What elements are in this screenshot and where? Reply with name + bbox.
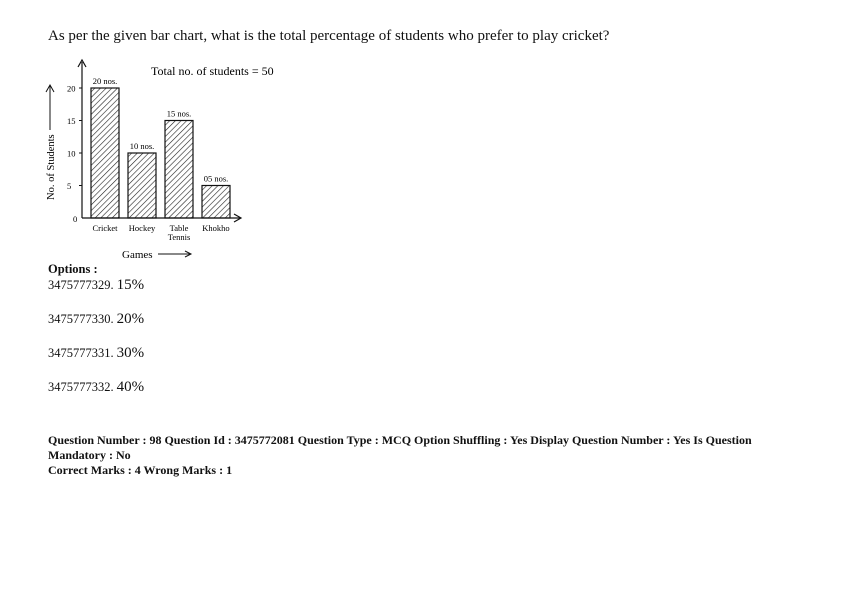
option-4[interactable] (48, 379, 144, 396)
option-1[interactable] (48, 277, 144, 294)
chart-title: Total no. of students = 50 (151, 64, 274, 78)
bar-hockey (128, 153, 156, 218)
x-tick-labels (92, 223, 229, 242)
option-id: 3475777331. (48, 346, 114, 360)
y-tick-label: 15 (67, 116, 76, 126)
option-2[interactable] (48, 311, 144, 328)
y-tick-label: 0 (73, 214, 78, 224)
bar-khokho (202, 186, 230, 219)
marks-line: Correct Marks : 4 Wrong Marks : 1 (48, 463, 233, 477)
data-label: 10 nos. (129, 141, 155, 151)
bar-chart-svg (40, 52, 340, 270)
x-axis-label-group (122, 249, 191, 261)
option-3[interactable] (48, 345, 144, 362)
option-id: 3475777329. (48, 278, 114, 292)
bars (91, 88, 230, 218)
option-value: 40% (116, 379, 145, 395)
x-tick-label: Cricket (92, 223, 118, 233)
option-value: 15% (116, 277, 145, 293)
option-id: 3475777332. (48, 380, 114, 394)
bar-chart (40, 52, 340, 270)
question-meta-line-2: Mandatory : No (48, 448, 131, 462)
options-label: Options : (48, 262, 98, 276)
bar-cricket (91, 88, 119, 218)
option-value: 20% (116, 311, 145, 327)
data-label: 20 nos. (92, 76, 118, 86)
option-id: 3475777330. (48, 312, 114, 326)
x-tick-label: Khokho (202, 223, 230, 233)
x-tick-label: Hockey (128, 223, 156, 233)
y-axis-label: No. of Students (46, 134, 57, 200)
data-label: 15 nos. (166, 108, 192, 119)
data-label: 05 nos. (203, 173, 229, 184)
y-axis-label-group (46, 85, 57, 200)
y-tick-label: 20 (67, 83, 76, 94)
x-tick-label: Table (169, 223, 189, 233)
x-axis-label: Games (122, 249, 153, 261)
y-tick-label: 10 (67, 148, 76, 159)
option-value: 30% (116, 345, 145, 361)
bar-table-tennis (165, 121, 193, 219)
x-tick-label: Tennis (167, 232, 191, 242)
question-text: As per the given bar chart, what is the total percentage of students who prefer to play cricket? (48, 28, 610, 44)
y-ticks (67, 84, 82, 225)
question-meta-line-1: Question Number : 98 Question Id : 3475772081 Question Type : MCQ Option Shuffling : Yes Display Question Number : Yes Is Question (48, 433, 752, 447)
y-tick-label: 5 (67, 181, 72, 191)
